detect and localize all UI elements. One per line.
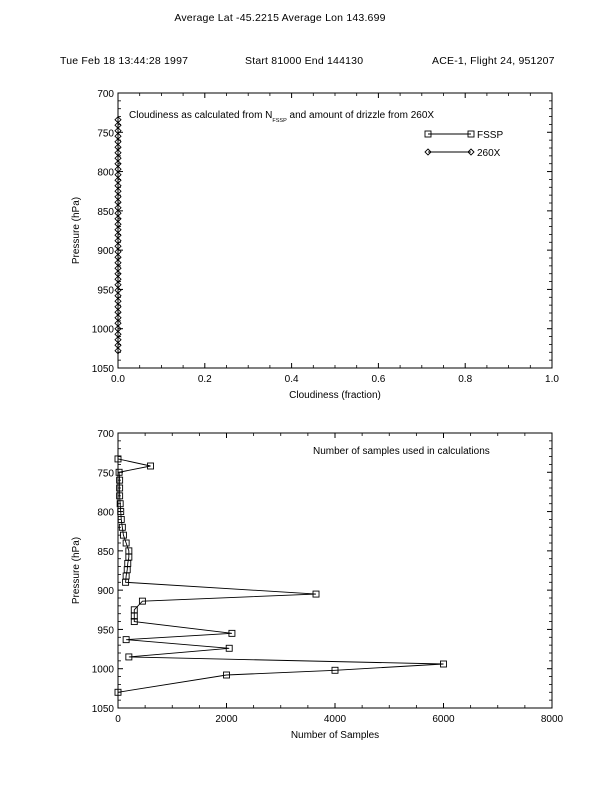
header-time-range: Start 81000 End 144130 <box>245 55 364 67</box>
chart1-y-tick-label: 800 <box>97 167 114 179</box>
chart2-y-axis-label: Pressure (hPa) <box>71 536 82 605</box>
chart2-group <box>71 429 564 741</box>
header-date: Tue Feb 18 13:44:28 1997 <box>60 55 189 67</box>
chart1-title-subscript: FSSP <box>272 118 287 124</box>
chart1-y-tick-label: 700 <box>97 89 114 100</box>
chart2-y-tick-label: 750 <box>97 468 114 480</box>
chart2-series-line <box>118 459 444 692</box>
chart2-x-axis-label: Number of Samples <box>290 730 380 741</box>
chart1-y-tick-label: 1000 <box>91 324 114 336</box>
header-title: Average Lat -45.2215 Average Lon 143.699 <box>174 12 386 24</box>
chart1-y-axis-label: Pressure (hPa) <box>71 196 82 265</box>
chart1-y-tick-label: 850 <box>97 206 114 218</box>
chart1-x-tick-label: 0.6 <box>371 374 386 385</box>
chart2-title: Number of samples used in calculations <box>313 446 490 457</box>
chart2-y-tick-label: 1000 <box>91 664 114 676</box>
chart2-x-tick-label: 0 <box>115 714 121 725</box>
chart1-y-tick-label: 950 <box>97 285 114 297</box>
chart2-y-tick-label: 850 <box>97 546 114 558</box>
chart1-x-tick-label: 0.2 <box>197 374 212 385</box>
chart1-x-tick-label: 0.8 <box>458 374 473 385</box>
chart1-x-axis-label: Cloudiness (fraction) <box>289 390 381 401</box>
chart1-group <box>71 89 559 401</box>
chart2-y-tick-label: 700 <box>97 429 114 440</box>
chart1-y-tick-label: 900 <box>97 246 114 258</box>
chart1-x-tick-label: 0.0 <box>111 374 125 385</box>
chart1-title-tail: and amount of drizzle from 260X <box>286 110 435 121</box>
chart2-x-tick-label: 8000 <box>540 714 564 725</box>
chart1-title <box>129 110 434 124</box>
chart1-title-main: Cloudiness as calculated from N <box>129 110 273 121</box>
chart1-y-tick-label: 750 <box>97 128 114 140</box>
chart2-x-tick-label: 4000 <box>323 714 347 725</box>
chart2-y-tick-label: 800 <box>97 507 114 519</box>
chart1-y-tick-label: 1050 <box>91 364 114 375</box>
chart1-x-tick-label: 1.0 <box>545 374 559 385</box>
header-flight: ACE-1, Flight 24, 951207 <box>432 55 555 67</box>
chart2-frame <box>118 433 552 708</box>
chart1-x-tick-label: 0.4 <box>284 374 299 385</box>
chart2-x-tick-label: 2000 <box>215 714 238 725</box>
chart2-x-tick-label: 6000 <box>432 714 455 725</box>
chart1-legend-label: 260X <box>477 148 501 159</box>
chart2-y-tick-label: 1050 <box>91 704 114 715</box>
chart2-y-tick-label: 900 <box>97 586 114 598</box>
chart1-legend-label: FSSP <box>477 130 504 141</box>
chart2-y-tick-label: 950 <box>97 625 114 637</box>
